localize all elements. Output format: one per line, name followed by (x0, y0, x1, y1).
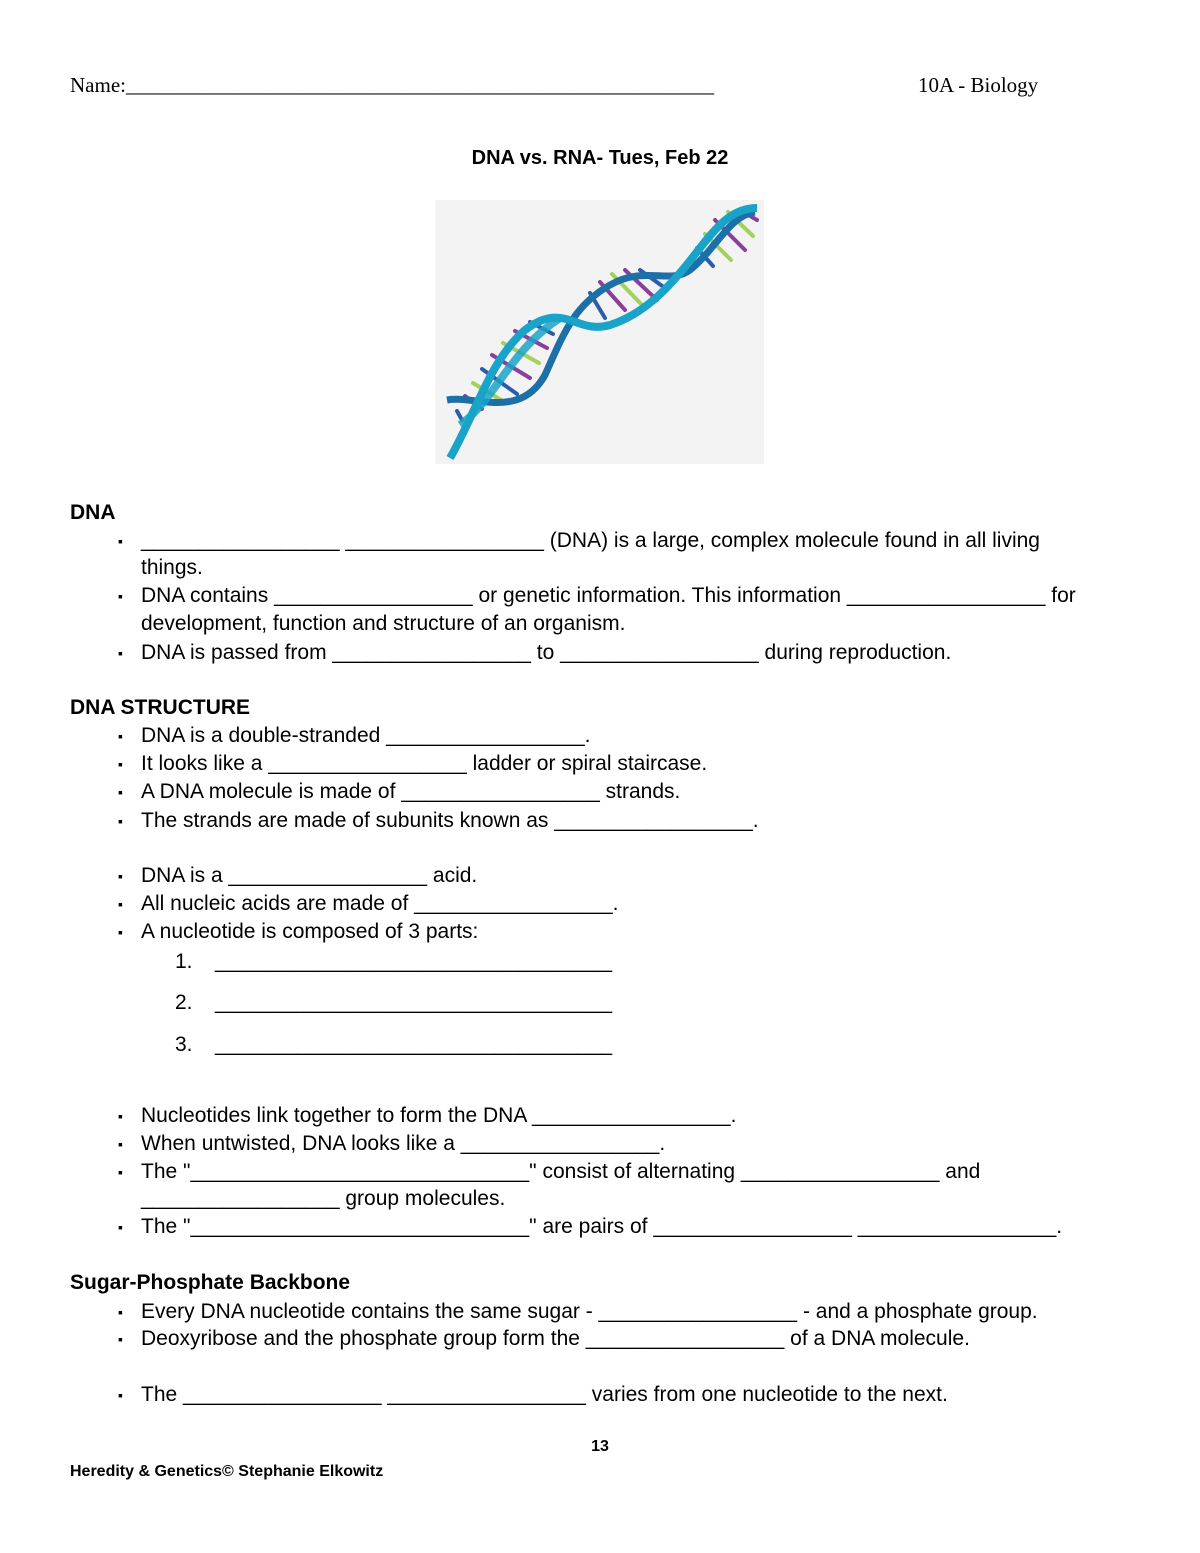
backbone-line-2: Deoxyribose and the phosphate group form the _________________ of a DNA molecule. (141, 1327, 970, 1350)
bullet: ▪ (118, 1166, 123, 1181)
backbone-line-1: Every DNA nucleotide contains the same sugar - _________________ - and a phosphate group. (141, 1300, 1038, 1323)
structure-line-8: Nucleotides link together to form the DNA _________________. (141, 1104, 737, 1127)
bullet: ▪ (118, 1389, 123, 1404)
dna-line-1-cont: things. (141, 556, 203, 579)
bullet: ▪ (118, 535, 123, 550)
class-label: 10A - Biology (918, 73, 1039, 97)
bullet: ▪ (118, 1138, 123, 1153)
bullet: ▪ (118, 1333, 123, 1348)
section-heading-dna: DNA (70, 501, 116, 524)
list-number: 1. (175, 950, 193, 973)
bullet: ▪ (118, 786, 123, 801)
dna-line-1: _________________ _________________ (DNA) is a large, complex molecule found in all living (141, 529, 1040, 552)
bullet: ▪ (118, 730, 123, 745)
list-number: 2. (175, 991, 193, 1014)
structure-line-10: The "_____________________________" consist of alternating _________________ and (141, 1160, 981, 1183)
backbone-line-3: The _________________ _________________ varies from one nucleotide to the next. (141, 1383, 948, 1406)
footer-copyright: Heredity & Genetics© Stephanie Elkowitz (70, 1463, 384, 1480)
answer-blank: __________________________________ (215, 950, 613, 973)
structure-line-9: When untwisted, DNA looks like a _________________. (141, 1132, 666, 1155)
bullet: ▪ (118, 1221, 123, 1236)
bullet: ▪ (118, 815, 123, 830)
bullet: ▪ (118, 647, 123, 662)
page-number: 13 (591, 1438, 609, 1455)
dna-helix-illustration (435, 200, 764, 464)
structure-line-1: DNA is a double-stranded _________________. (141, 724, 591, 747)
structure-line-3: A DNA molecule is made of _________________ strands. (141, 780, 681, 803)
structure-line-5: DNA is a _________________ acid. (141, 864, 478, 887)
bullet: ▪ (118, 898, 123, 913)
section-heading-structure: DNA STRUCTURE (70, 696, 251, 719)
dna-line-3: DNA is passed from _________________ to _________________ during reproduction. (141, 641, 952, 664)
bullet: ▪ (118, 1110, 123, 1125)
section-heading-backbone: Sugar-Phosphate Backbone (70, 1271, 351, 1294)
answer-blank: __________________________________ (215, 1033, 613, 1056)
structure-line-10-cont: _________________ group molecules. (141, 1187, 506, 1210)
structure-line-4: The strands are made of subunits known as _________________. (141, 809, 759, 832)
dna-helix-image (435, 200, 764, 464)
name-field: Name:________________________________________________________ (70, 73, 714, 97)
list-number: 3. (175, 1033, 193, 1056)
dna-line-2-cont: development, function and structure of an organism. (141, 612, 626, 635)
page-title: DNA vs. RNA- Tues, Feb 22 (471, 147, 729, 169)
structure-line-7: A nucleotide is composed of 3 parts: (141, 920, 479, 943)
structure-line-2: It looks like a _________________ ladder or spiral staircase. (141, 752, 708, 775)
bullet: ▪ (118, 1306, 123, 1321)
structure-line-6: All nucleic acids are made of _________________. (141, 892, 619, 915)
dna-line-2: DNA contains _________________ or genetic information. This information _________________ for (141, 584, 1076, 607)
bullet: ▪ (118, 590, 123, 605)
bullet: ▪ (118, 926, 123, 941)
structure-line-11: The "_____________________________" are pairs of _________________ _________________. (141, 1215, 1063, 1238)
bullet: ▪ (118, 870, 123, 885)
bullet: ▪ (118, 758, 123, 773)
answer-blank: __________________________________ (215, 991, 613, 1014)
